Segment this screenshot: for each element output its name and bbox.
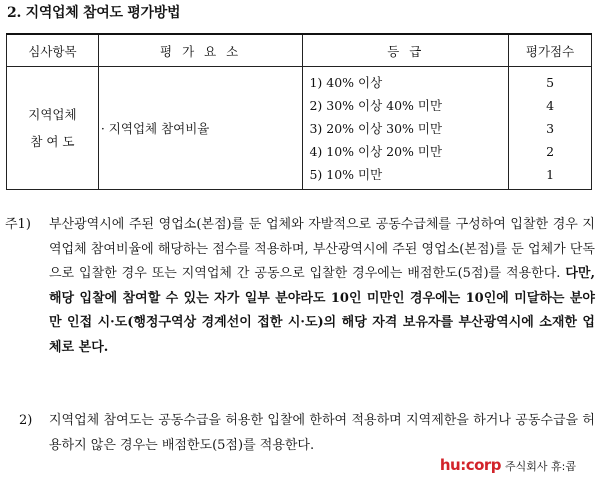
score-item: 1 bbox=[546, 167, 555, 182]
header-element: 평 가 요 소 bbox=[98, 34, 303, 67]
table-header-row bbox=[7, 34, 592, 67]
header-score: 평가점수 bbox=[509, 34, 592, 67]
note-1-text: 부산광역시에 주된 영업소(본점)를 둔 업체와 자발적으로 공동수급체를 구성하여 입찰한 경우 지역업체 참여비율에 해당하는 점수를 적용하며, 부산광역시에 주된 영업소(본점)를 둔 업체가 단독으로 입찰한 경우 또는 지역업체 간 공동으로 입찰한 경우에는 배점한도(5점)를 적용한다. bbox=[49, 217, 595, 281]
score-cell bbox=[509, 67, 592, 190]
item-cell bbox=[7, 67, 99, 190]
element-cell: · 지역업체 참여비율 bbox=[98, 67, 303, 190]
item-line: 지역업체 bbox=[28, 107, 77, 122]
note-1-bold-text: 다만, 해당 입찰에 참여할 수 있는 자가 일부 분야라도 10인 미만인 경우에는 10인에 미달하는 분야만 인접 시·도(행정구역상 경계선이 접한 시·도)의 해당 자격 보유자를 부산광역시에 소재한 업체로 본다. bbox=[49, 266, 595, 355]
score-item: 3 bbox=[546, 121, 555, 136]
grade-item: 4) 10% 이상 20% 미만 bbox=[309, 144, 443, 159]
grade-item: 3) 20% 이상 30% 미만 bbox=[309, 121, 443, 136]
header-item: 심사항목 bbox=[7, 34, 99, 67]
grade-cell bbox=[303, 67, 509, 190]
score-item: 2 bbox=[546, 144, 555, 159]
note-1-body bbox=[49, 213, 595, 360]
company-logo bbox=[440, 456, 576, 474]
note-2 bbox=[5, 409, 595, 458]
logo-company-name: 주식회사 휴:콥 bbox=[505, 460, 576, 473]
grade-item: 1) 40% 이상 bbox=[309, 75, 383, 90]
table-row bbox=[7, 67, 592, 190]
evaluation-table bbox=[6, 33, 592, 190]
note-1 bbox=[5, 213, 595, 360]
logo-mark: hu:corp bbox=[439, 456, 502, 474]
item-line: 참 여 도 bbox=[30, 134, 75, 149]
note-2-label: 2) bbox=[19, 413, 33, 428]
header-grade: 등 급 bbox=[303, 34, 509, 67]
note-1-label: 주1) bbox=[5, 217, 31, 232]
section-title: 2. 지역업체 참여도 평가방법 bbox=[7, 5, 181, 21]
score-item: 5 bbox=[546, 75, 555, 90]
grade-item: 2) 30% 이상 40% 미만 bbox=[309, 98, 443, 113]
grade-item: 5) 10% 미만 bbox=[309, 167, 383, 182]
score-item: 4 bbox=[546, 98, 555, 113]
note-2-body: 지역업체 참여도는 공동수급을 허용한 입찰에 한하여 적용하며 지역제한을 하거나 공동수급을 허용하지 않은 경우는 배점한도(5점)를 적용한다. bbox=[49, 413, 595, 453]
